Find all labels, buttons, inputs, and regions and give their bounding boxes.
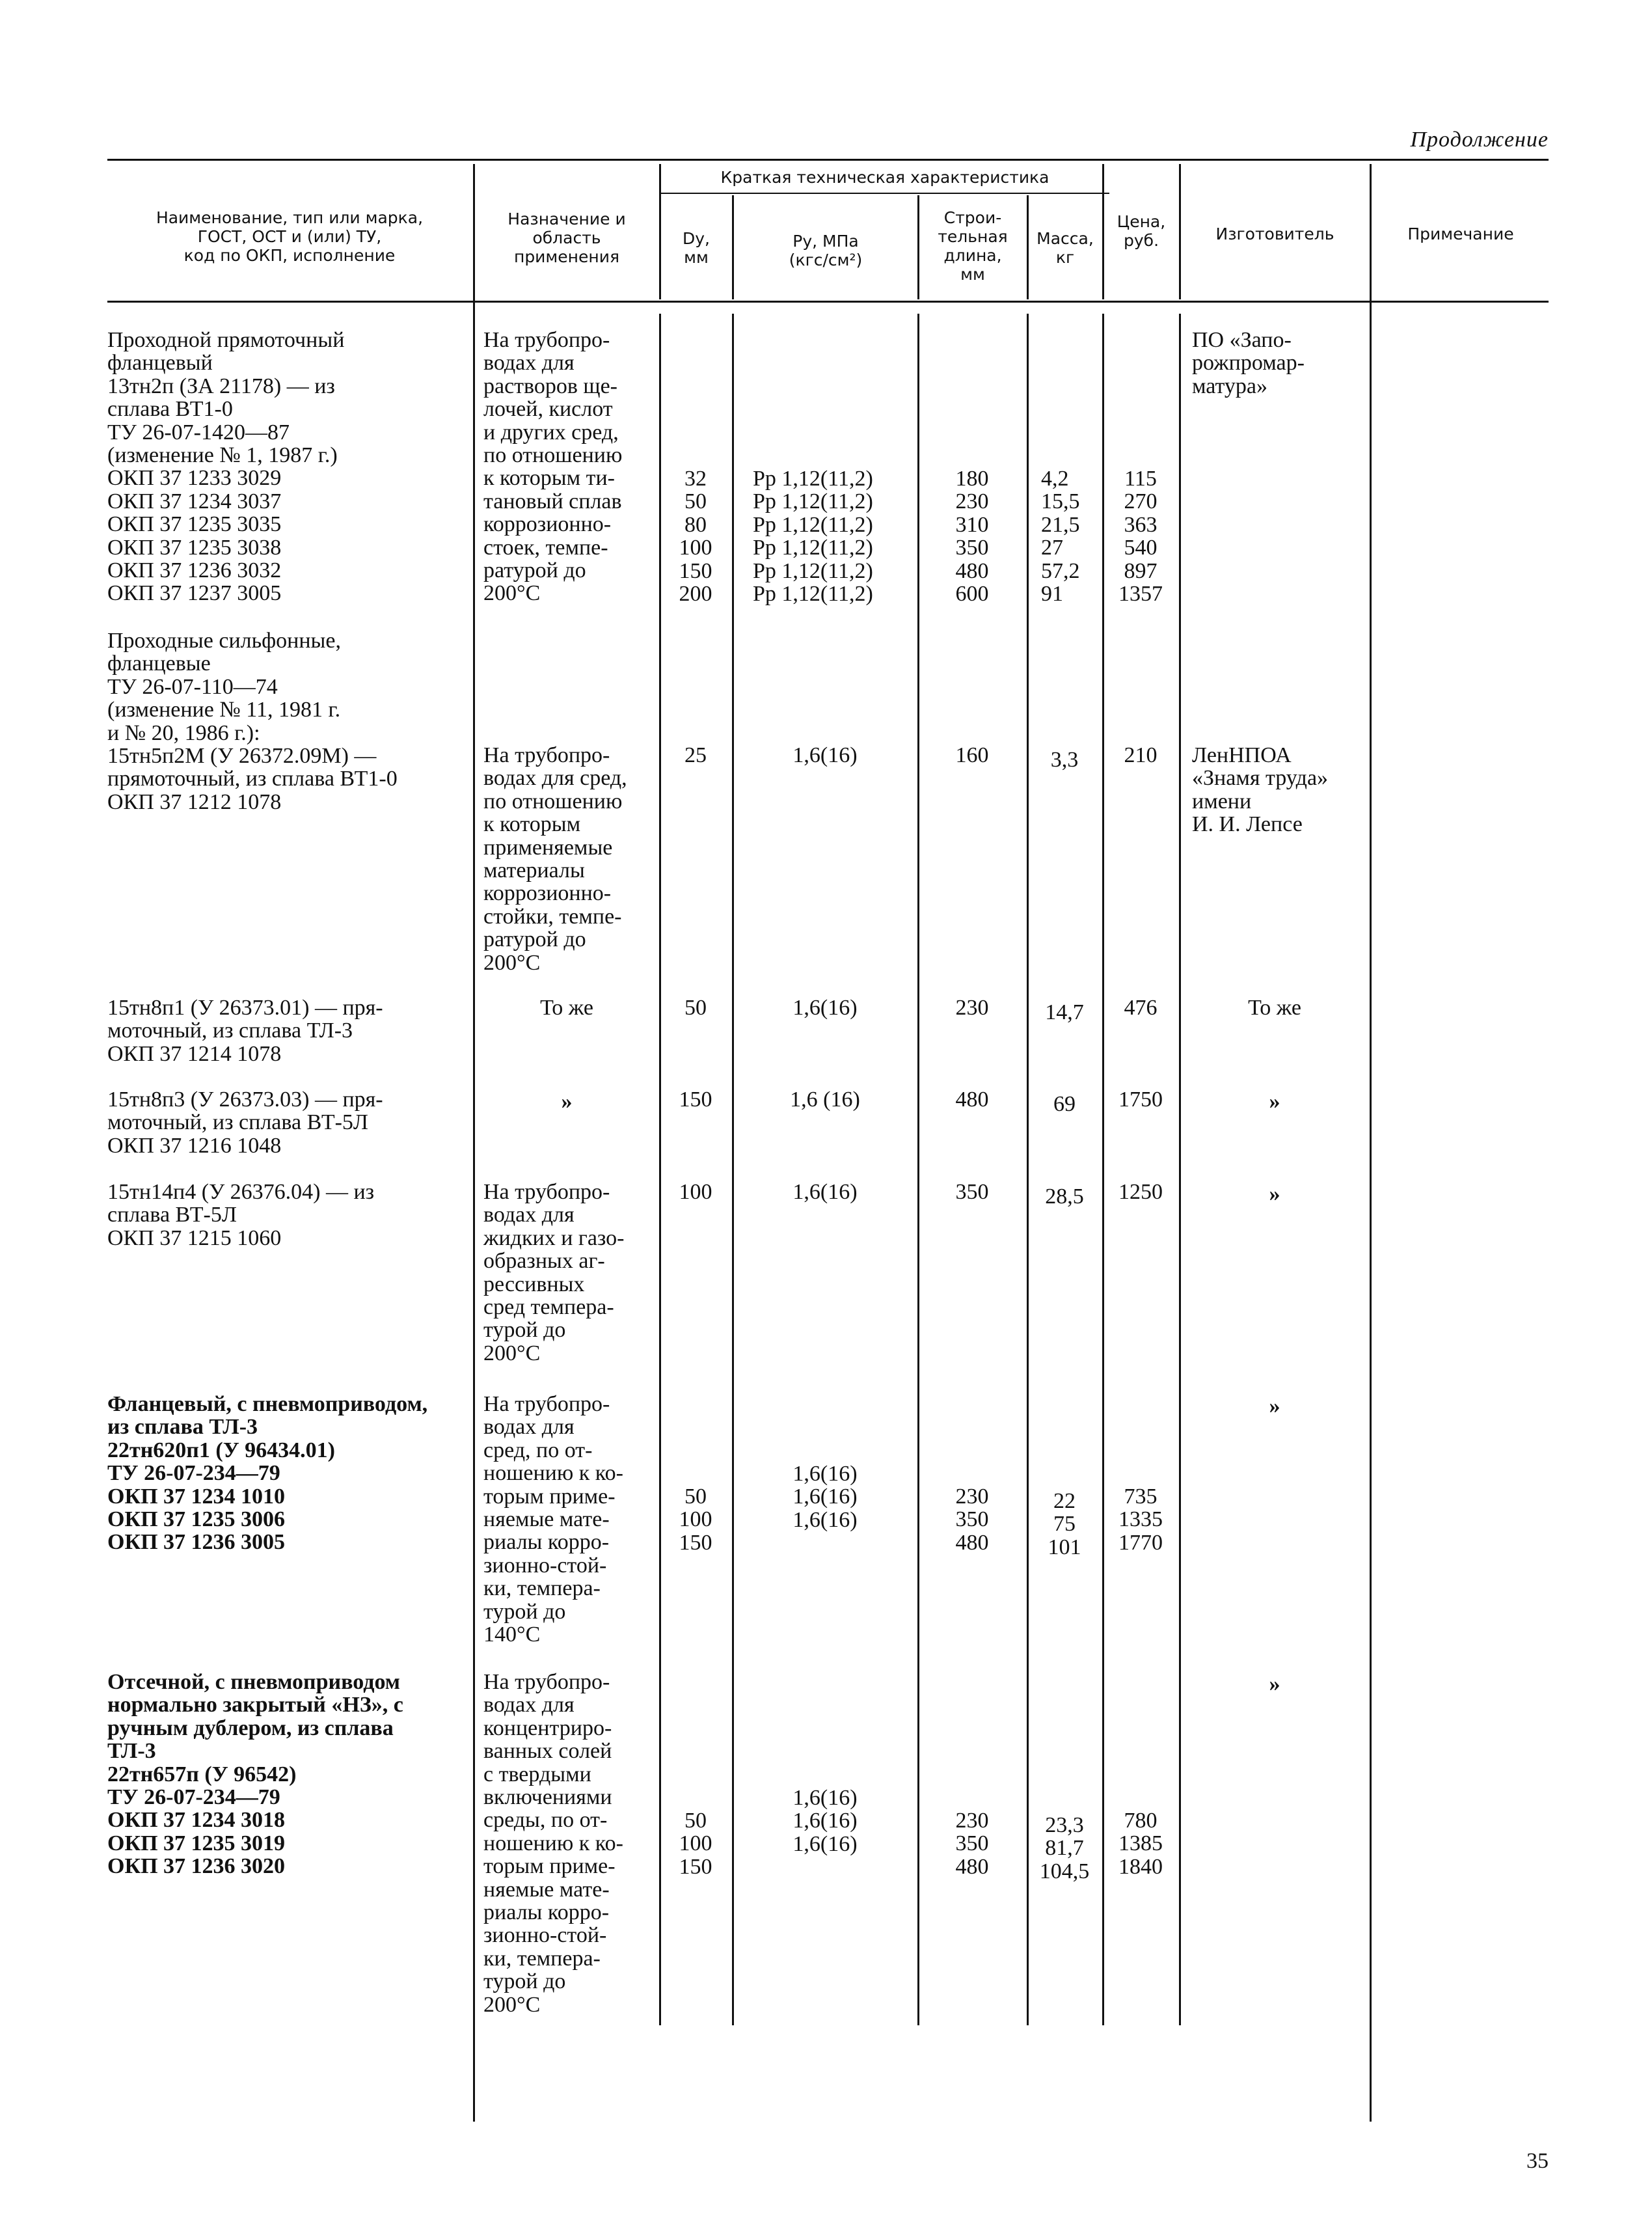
column-divider	[1370, 164, 1372, 2122]
cell-py: 1,6(16)	[792, 1180, 858, 1204]
cell-dy: 32 50 80 100 150 200	[679, 467, 712, 607]
cell-py: Pр 1,12(11,2) Pр 1,12(11,2) Pр 1,12(11,2) Pр 1,12(11,2) Pр 1,12(11,2) Pр 1,12(11,2)	[753, 467, 873, 607]
cell-purpose: На трубопро- водах для жидких и газо- образных аг- рессивных сред темпера- турой до 200°С	[483, 1180, 625, 1365]
header-py: Pу, МПа (кгс/см²)	[789, 232, 863, 269]
cell-name: 15тн14п4 (У 26376.04) — из сплава ВТ-5Л ОКП 37 1215 1060	[107, 1180, 375, 1250]
header-dy: Dу, мм	[683, 229, 710, 267]
cell-mass: 3,3	[1050, 748, 1079, 772]
continuation-label: Продолжение	[1410, 128, 1549, 152]
cell-mass: 22 75 101	[1048, 1489, 1081, 1559]
header-length: Строи- тельная длина, мм	[938, 208, 1008, 284]
cell-dy: 50 100 150	[679, 1809, 712, 1879]
cell-py: 1,6(16)	[792, 996, 858, 1020]
cell-length: 480	[955, 1087, 989, 1112]
column-divider	[732, 314, 734, 2025]
tech-group-rule	[660, 193, 1109, 194]
cell-name: Фланцевый, с пневмоприводом, из сплава ТЛ-3 22тн620п1 (У 96434.01) ТУ 26-07-234—79 ОКП 37 1234 1010 ОКП 37 1235 3006 ОКП 37 1236 3005	[107, 1392, 428, 1555]
column-divider	[917, 195, 919, 299]
cell-length: 180 230 310 350 480 600	[955, 467, 989, 607]
cell-purpose: »	[561, 1089, 573, 1114]
cell-manufacturer: То же	[1248, 996, 1301, 1020]
cell-purpose: То же	[540, 996, 593, 1020]
cell-mass: 4,2 15,5 21,5 27 57,2 91	[1041, 467, 1080, 607]
column-divider	[732, 195, 734, 299]
cell-dy: 150	[679, 1087, 712, 1112]
cell-mass: 28,5	[1045, 1184, 1084, 1209]
cell-name: 15тн8п3 (У 26373.03) — пря- моточный, из сплава ВТ-5Л ОКП 37 1216 1048	[107, 1087, 383, 1158]
header-name: Наименование, тип или марка, ГОСТ, ОСТ и (или) ТУ, код по ОКП, исполнение	[156, 208, 424, 265]
cell-py: 1,6(16) 1,6(16) 1,6(16)	[792, 1786, 858, 1856]
cell-manufacturer: »	[1269, 1182, 1280, 1206]
cell-purpose: На трубопро- водах для растворов ще- лочей, кислот и других сред, по отношению к которым ти- тановый сплав коррозионно- стоек, темпе- ратурой до 200°С	[483, 328, 623, 606]
header-mass: Масса, кг	[1036, 229, 1094, 267]
cell-price: 210	[1124, 743, 1158, 767]
cell-py: 1,6 (16)	[790, 1087, 860, 1112]
cell-dy: 50 100 150	[679, 1484, 712, 1555]
header-price: Цена, руб.	[1117, 212, 1166, 250]
cell-mass: 23,3 81,7 104,5	[1039, 1813, 1090, 1883]
cell-price: 115 270 363 540 897 1357	[1118, 467, 1163, 607]
cell-length: 230 350 480	[955, 1484, 989, 1555]
table-top-rule	[107, 159, 1549, 161]
column-divider	[659, 164, 661, 299]
cell-manufacturer: »	[1269, 1394, 1280, 1418]
column-divider	[1027, 314, 1029, 2025]
cell-length: 160	[955, 743, 989, 767]
cell-length: 350	[955, 1180, 989, 1204]
column-divider	[1027, 195, 1029, 299]
cell-manufacturer: ПО «Запо- рожпромар- матура»	[1192, 328, 1305, 398]
header-note: Примечание	[1407, 225, 1514, 243]
cell-length: 230	[955, 996, 989, 1020]
header-bottom-rule	[107, 301, 1549, 303]
cell-price: 476	[1124, 996, 1158, 1020]
cell-price: 1750	[1118, 1087, 1163, 1112]
cell-name: Проходной прямоточный фланцевый 13тн2п (ЗА 21178) — из сплава ВТ1-0 ТУ 26-07-1420—87 (изменение № 1, 1987 г.) ОКП 37 1233 3029 ОКП 37 1234 3037 ОКП 37 1235 3035 ОКП 37 1235 3038 ОКП 37 1236 3032 ОКП 37 1237 3005	[107, 328, 345, 606]
header-manufacturer: Изготовитель	[1215, 225, 1334, 243]
cell-py: 1,6(16)	[792, 743, 858, 767]
cell-price: 780 1385 1840	[1118, 1809, 1163, 1879]
header-purpose: Назначение и область применения	[508, 210, 626, 266]
cell-length: 230 350 480	[955, 1809, 989, 1879]
cell-manufacturer: »	[1269, 1089, 1280, 1114]
cell-mass: 69	[1053, 1092, 1076, 1116]
cell-price: 1250	[1118, 1180, 1163, 1204]
cell-name: Отсечной, с пневмоприводом нормально закрытый «НЗ», с ручным дублером, из сплава ТЛ-3 22тн657п (У 96542) ТУ 26-07-234—79 ОКП 37 1234 3018 ОКП 37 1235 3019 ОКП 37 1236 3020	[107, 1670, 403, 1879]
cell-price: 735 1335 1770	[1118, 1484, 1163, 1555]
column-divider	[1179, 164, 1181, 299]
cell-dy: 25	[684, 743, 707, 767]
column-divider	[1179, 314, 1181, 2025]
cell-dy: 50	[684, 996, 707, 1020]
cell-purpose: На трубопро- водах для сред, по отношению к которым применяемые материалы коррозионно- стойки, темпе- ратурой до 200°С	[483, 743, 627, 975]
cell-manufacturer: ЛенНПОА «Знамя труда» имени И. И. Лепсе	[1192, 743, 1329, 837]
column-divider	[473, 164, 475, 2122]
page-number: 35	[1526, 2149, 1549, 2173]
cell-purpose: На трубопро- водах для сред, по от- ношению к ко- торым приме- няемые мате- риалы корро- зионно-стой- ки, темпера- турой до 140°С	[483, 1392, 623, 1647]
cell-dy: 100	[679, 1180, 712, 1204]
cell-purpose: На трубопро- водах для концентриро- ванных солей с твердыми включениями среды, по от- ношению к ко- торым приме- няемые мате- риалы корро- зионно-стой- ки, темпера- турой до 200°С	[483, 1670, 623, 2017]
cell-name: 15тн8п1 (У 26373.01) — пря- моточный, из сплава ТЛ-3 ОКП 37 1214 1078	[107, 996, 383, 1066]
cell-manufacturer: »	[1269, 1672, 1280, 1696]
header-tech-group: Краткая техническая характеристика	[720, 168, 1049, 187]
cell-mass: 14,7	[1045, 1000, 1084, 1024]
cell-py: 1,6(16) 1,6(16) 1,6(16)	[792, 1462, 858, 1532]
cell-name: Проходные сильфонные, фланцевые ТУ 26-07-110—74 (изменение № 11, 1981 г. и № 20, 1986 г.): 15тн5п2М (У 26372.09М) — прямоточный, из сплава ВТ1-0 ОКП 37 1212 1078	[107, 629, 398, 814]
